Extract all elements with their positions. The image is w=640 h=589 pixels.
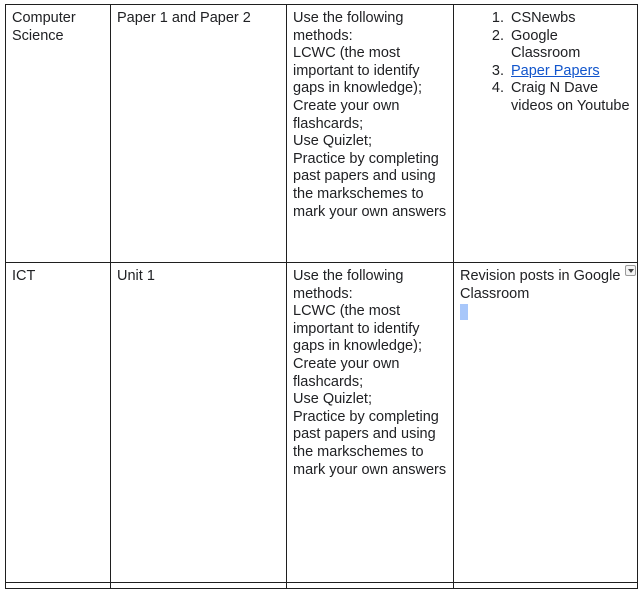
methods-cell[interactable] [287,263,454,583]
empty-cell[interactable] [6,583,111,589]
methods-cell[interactable] [287,5,454,263]
list-item [508,10,631,28]
resource-label: CSNewbs [511,10,576,26]
subject-cell[interactable] [6,5,111,263]
exam-cell[interactable] [111,5,287,263]
methods-line: Use the following methods: [293,268,404,302]
empty-cell[interactable] [287,583,454,589]
methods-line: Practice by completing past papers and using the markschemes to mark your own answers [293,150,447,220]
methods-line: LCWC (the most important to identify gaps in knowledge); [293,303,422,355]
table-row [6,5,638,263]
subject-cell[interactable] [6,263,111,583]
methods-line: Create your own flashcards; [293,355,400,390]
table-row [6,583,638,589]
resources-cell[interactable] [454,263,638,583]
exam-text: Paper 1 and Paper 2 [117,10,251,26]
methods-line: Create your own flashcards; [293,97,400,132]
methods-line: Practice by completing past papers and using the markschemes to mark your own answers [293,408,447,478]
subject-text: Computer Science [12,10,76,44]
methods-line: LCWC (the most important to identify gaps in knowledge); [293,45,422,97]
exam-cell[interactable] [111,263,287,583]
resource-list [460,10,631,116]
chevron-down-icon[interactable] [625,265,636,276]
list-item [508,80,631,115]
revision-table [5,4,638,589]
resources-cell[interactable] [454,5,638,263]
empty-cell[interactable] [454,583,638,589]
paper-papers-link[interactable]: Paper Papers [511,62,600,79]
methods-line: Use the following methods: [293,10,404,44]
table-row [6,263,638,583]
methods-line: Use Quizlet; [293,133,372,150]
resource-label: Google Classroom [511,27,581,62]
subject-text: ICT [12,268,36,284]
exam-text: Unit 1 [117,268,155,284]
empty-cell[interactable] [111,583,287,589]
list-item [508,63,631,81]
text-cursor-selection [460,304,468,320]
resources-text: Revision posts in Google Classroom [460,268,621,302]
resource-label: Craig N Dave videos on Youtube [511,80,630,114]
list-item [508,28,631,63]
methods-line: Use Quizlet; [293,391,372,408]
